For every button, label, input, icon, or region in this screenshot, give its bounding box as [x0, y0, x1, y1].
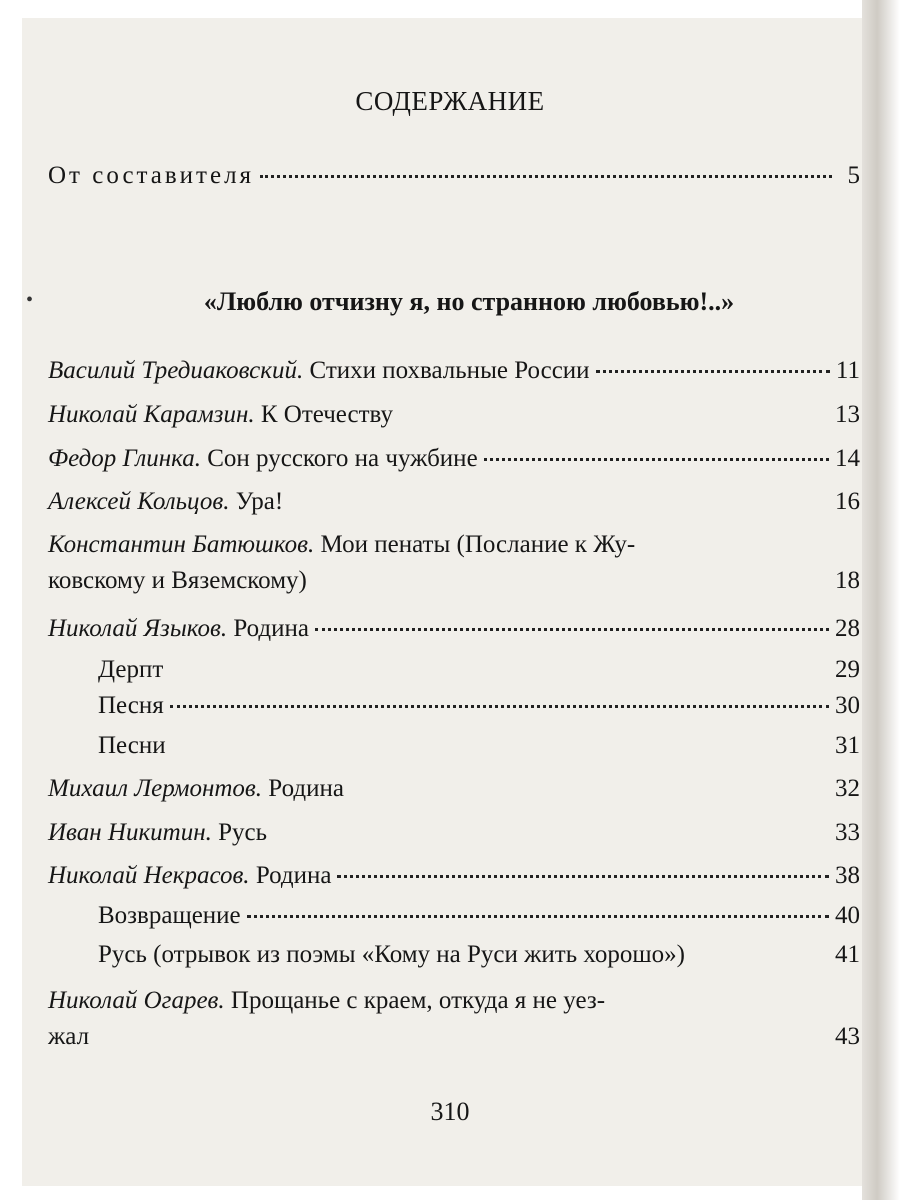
toc-page: 41 [835, 941, 860, 968]
dot-leader [484, 458, 829, 461]
toc-page: 16 [835, 488, 860, 515]
toc-work: Песни [98, 732, 166, 759]
dot-leader [399, 414, 829, 417]
dot-leader [260, 175, 832, 178]
toc-work: Возвращение [98, 902, 241, 929]
dot-leader [273, 832, 829, 835]
toc-work: Прощанье с краем, откуда я не уез- [230, 987, 606, 1014]
dot-leader [169, 669, 829, 672]
dot-leader [350, 788, 829, 791]
toc-author: Константин Батюшков. [48, 531, 315, 558]
toc-row [48, 354, 860, 387]
toc-page: 38 [835, 862, 860, 889]
toc-work: Дерпт [98, 656, 164, 683]
dot-leader [691, 954, 829, 957]
contents-heading: СОДЕРЖАНИЕ [355, 86, 545, 116]
dot-leader [172, 745, 829, 748]
dot-leader [337, 875, 829, 878]
toc-author: Василий Тредиаковский. [48, 357, 304, 384]
toc-work: Песня [98, 692, 164, 719]
toc-row [48, 527, 860, 599]
toc-work: Мои пенаты (Послание к Жу- [320, 531, 636, 558]
toc-work: Родина [255, 862, 332, 889]
toc-work: Ура! [235, 488, 284, 515]
toc-row [98, 729, 860, 762]
dot-leader [247, 915, 829, 918]
toc-work: Сон русского на чужбине [207, 445, 478, 472]
toc-page: 13 [835, 401, 860, 428]
toc-work-continued: ковскому и Вяземскому) [48, 567, 307, 594]
page-number: 310 [430, 1097, 470, 1126]
toc-row [98, 689, 860, 722]
dot-leader [289, 501, 829, 504]
toc-work: Родина [268, 775, 344, 802]
toc-page: 31 [835, 732, 860, 759]
toc-row-intro [48, 159, 860, 192]
toc-page: 11 [835, 357, 860, 384]
toc-author: Николай Языков. [48, 615, 228, 642]
dot-leader [315, 628, 829, 631]
toc-page: 43 [835, 1023, 860, 1050]
toc-title: От составителя [48, 162, 255, 189]
toc-row [98, 653, 860, 686]
toc-row [48, 859, 860, 892]
toc-row [48, 612, 860, 645]
toc-row [48, 442, 860, 475]
dot-leader [170, 705, 829, 708]
dot-leader [596, 370, 830, 373]
toc-row [48, 816, 860, 849]
toc-work-continued: жал [48, 1023, 90, 1050]
toc-work: Русь [218, 819, 267, 846]
toc-row [48, 983, 860, 1055]
section-title: «Люблю отчизну я, но странною любовью!..» [203, 287, 735, 316]
toc-work: Русь (отрывок из поэмы «Кому на Руси жить хорошо») [98, 941, 685, 968]
toc-row [98, 938, 860, 971]
toc-page: 28 [835, 615, 860, 642]
margin-dot: • [26, 289, 34, 311]
toc-page: 33 [835, 819, 860, 846]
toc-page: 30 [835, 692, 860, 719]
toc-row [48, 398, 860, 431]
toc-row [48, 772, 860, 805]
toc-author: Николай Карамзин. [48, 401, 255, 428]
page-edge-shadow [862, 0, 900, 1200]
toc-author: Николай Огарев. [48, 987, 225, 1014]
toc-work: Родина [233, 615, 309, 642]
toc-author: Иван Никитин. [48, 819, 212, 846]
toc-page: 32 [835, 775, 860, 802]
toc-author: Николай Некрасов. [48, 862, 250, 889]
toc-row [48, 485, 860, 518]
toc-page: 18 [835, 567, 860, 594]
toc-page: 40 [835, 902, 860, 929]
toc-author: Михаил Лермонтов. [48, 775, 263, 802]
toc-author: Федор Глинка. [48, 445, 201, 472]
toc-page: 29 [835, 656, 860, 683]
toc-author: Алексей Кольцов. [48, 488, 230, 515]
toc-page: 5 [847, 162, 860, 189]
toc-work: Стихи похвальные России [309, 357, 590, 384]
toc-page: 14 [835, 445, 860, 472]
toc-row [98, 899, 860, 932]
toc-work: К Отечеству [260, 401, 393, 428]
